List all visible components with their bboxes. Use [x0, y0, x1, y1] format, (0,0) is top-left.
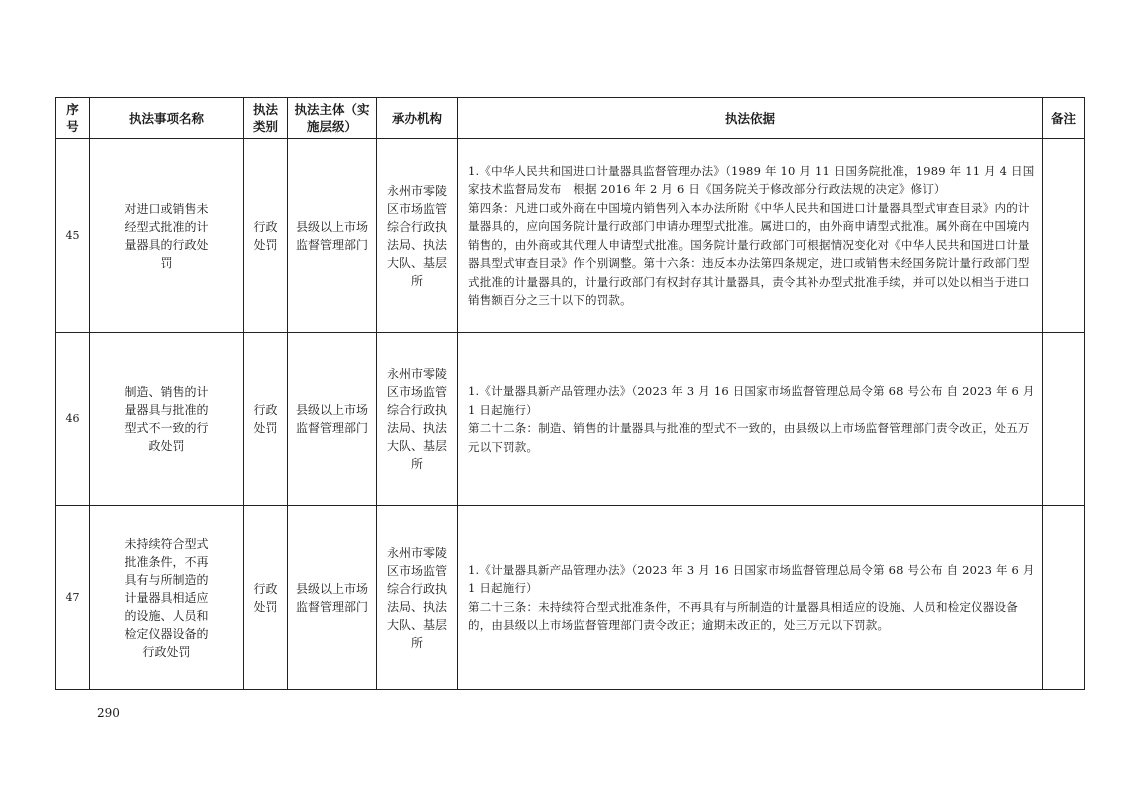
basis-source: 1.《中华人民共和国进口计量器具监督管理办法》（1989 年 10 月 11 日国务院批准，1989 年 11 月 4 日国家技术监督局发布 根据 2016 年 2 月 6 日《国务院关于修改部分行政法规的决定》修订） — [468, 163, 1035, 196]
basis-article: 第二十二条：制造、销售的计量器具与批准的型式不一致的，由县级以上市场监督管理部门责令改正，处五万元以下罚款。 — [468, 421, 1030, 454]
row-basis — [458, 506, 1043, 690]
row-org: 永州市零陵区市场监管综合行政执法局、执法大队、基层所 — [377, 506, 458, 690]
row-category: 行政处罚 — [244, 139, 288, 333]
row-item-name: 对进口或销售未经型式批准的计量器具的行政处罚 — [90, 139, 244, 333]
table-row — [56, 506, 1085, 690]
row-seq: 46 — [56, 333, 90, 506]
row-note — [1043, 139, 1085, 333]
row-subject: 县级以上市场监督管理部门 — [288, 139, 377, 333]
header-basis: 执法依据 — [458, 98, 1043, 139]
table-row — [56, 333, 1085, 506]
row-seq: 47 — [56, 506, 90, 690]
basis-article: 第四条：凡进口或外商在中国境内销售列入本办法所附《中华人民共和国进口计量器具型式审查目录》内的计量器具的，应向国务院计量行政部门申请办理型式批准。属进口的，由外商申请型式批准。属外商在中国境内销售的，由外商或其代理人申请型式批准。国务院计量行政部门可根据情况变化对《中华人民共和国进口计量器具型式审查目录》作个别调整。第十六条：违反本办法第四条规定，进口或销售未经国务院计量行政部门型式批准的计量器具的，计量行政部门有权封存其计量器具，责令其补办型式批准手续，并可以处以相当于进口销售额百分之三十以下的罚款。 — [468, 200, 1030, 307]
row-basis — [458, 333, 1043, 506]
row-subject: 县级以上市场监督管理部门 — [288, 506, 377, 690]
page-number: 290 — [97, 706, 120, 720]
enforcement-items-table — [55, 97, 1085, 690]
table-header-row — [56, 98, 1085, 139]
enforcement-items-table-container — [55, 97, 1076, 690]
basis-source: 1.《计量器具新产品管理办法》（2023 年 3 月 16 日国家市场监督管理总局令第 68 号公布 自 2023 年 6 月 1 日起施行） — [468, 384, 1035, 417]
basis-article: 第二十三条：未持续符合型式批准条件，不再具有与所制造的计量器具相适应的设施、人员和检定仪器设备的，由县级以上市场监督管理部门责令改正；逾期未改正的，处三万元以下罚款。 — [468, 599, 1018, 632]
row-subject: 县级以上市场监督管理部门 — [288, 333, 377, 506]
row-basis — [458, 139, 1043, 333]
basis-source: 1.《计量器具新产品管理办法》（2023 年 3 月 16 日国家市场监督管理总局令第 68 号公布 自 2023 年 6 月 1 日起施行） — [468, 562, 1035, 595]
row-note — [1043, 333, 1085, 506]
row-org: 永州市零陵区市场监管综合行政执法局、执法大队、基层所 — [377, 139, 458, 333]
row-category: 行政处罚 — [244, 333, 288, 506]
header-note: 备注 — [1043, 98, 1085, 139]
header-seq: 序号 — [56, 98, 90, 139]
header-subject: 执法主体（实施层级） — [288, 98, 377, 139]
row-item-name: 制造、销售的计量器具与批准的型式不一致的行政处罚 — [90, 333, 244, 506]
row-org: 永州市零陵区市场监管综合行政执法局、执法大队、基层所 — [377, 333, 458, 506]
table-row — [56, 139, 1085, 333]
row-item-name: 未持续符合型式批准条件，不再具有与所制造的计量器具相适应的设施、人员和检定仪器设备的行政处罚 — [90, 506, 244, 690]
row-seq: 45 — [56, 139, 90, 333]
row-note — [1043, 506, 1085, 690]
header-category: 执法类别 — [244, 98, 288, 139]
row-category: 行政处罚 — [244, 506, 288, 690]
header-name: 执法事项名称 — [90, 98, 244, 139]
header-org: 承办机构 — [377, 98, 458, 139]
